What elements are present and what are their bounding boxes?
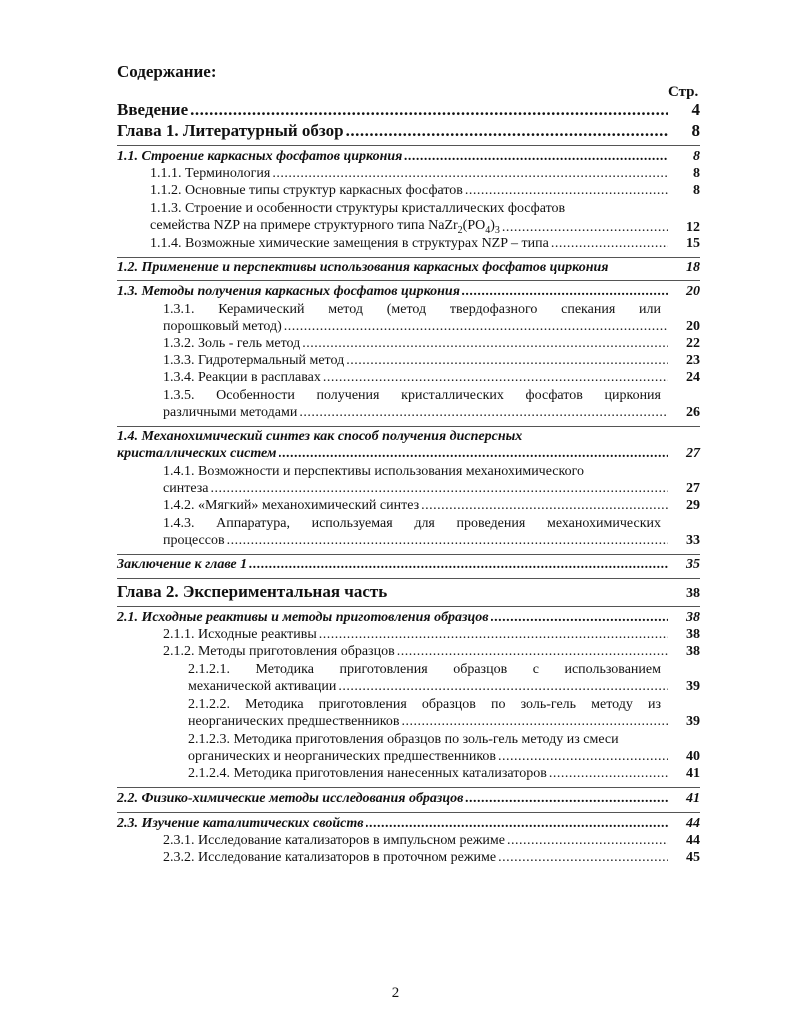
section-divider	[117, 578, 700, 579]
toc-entry-1-4-3	[163, 533, 700, 549]
toc-entry-label: 2.1.2.4. Методика приготовления нанесенных катализаторов	[188, 766, 547, 781]
toc-entry-label: 1.4.2. «Мягкий» механохимический синтез	[163, 498, 420, 513]
toc-entry-page: 15	[686, 236, 700, 251]
toc-entry-page: 44	[686, 816, 700, 831]
section-divider	[117, 257, 700, 258]
toc-entry-page: 23	[686, 353, 700, 368]
toc-entry-2-1-2-1	[188, 679, 700, 695]
toc-entry-1-4-3-line1: 1.4.3. Аппаратура, используемая для проведения механохимических	[163, 516, 661, 531]
section-divider	[117, 426, 700, 427]
toc-entry-2-3-2	[163, 850, 700, 866]
toc-entry-label: 2.1. Исходные реактивы и методы приготовления образцов	[117, 610, 489, 625]
toc-entry-label: семейства NZP на примере структурного типа $NaZr_2(PO_4)_3$	[150, 218, 500, 236]
toc-entry-1-3-1-line1: 1.3.1. Керамический метод (метод твердофазного спекания или	[163, 302, 661, 317]
toc-entry-page: 38	[686, 627, 700, 642]
toc-entry-1-3	[117, 284, 700, 300]
toc-entry-label: Заключение к главе 1	[117, 557, 248, 572]
toc-entry-page: 33	[686, 533, 700, 548]
toc-entry-label: 2.3.1. Исследование катализаторов в импульсном режиме	[163, 833, 505, 848]
page-number: 2	[391, 985, 400, 1001]
toc-entry-label: различными методами	[163, 405, 298, 420]
toc-entry-page: 20	[686, 319, 700, 334]
toc-entry-page: 35	[686, 557, 700, 572]
toc-entry-page: 39	[686, 714, 700, 729]
toc-entry-1-1-3-line1: 1.1.3. Строение и особенности структуры кристаллических фосфатов	[150, 201, 566, 216]
toc-entry-label: 1.1.1. Терминология	[150, 166, 271, 181]
toc-entry-1-3-3	[163, 353, 700, 369]
toc-entry-2-1-2-3	[188, 749, 700, 765]
toc-entry-label: кристаллических систем	[117, 446, 277, 461]
toc-entry-page: 39	[686, 679, 700, 694]
toc-entry-intro	[117, 100, 700, 120]
toc-entry-label: синтеза	[163, 481, 209, 496]
toc-entry-page: 8	[693, 166, 700, 181]
toc-entry-2-1-2	[163, 644, 700, 660]
toc-entry-page: 38	[686, 586, 700, 601]
toc-entry-label: 1.3.2. Золь - гель метод	[163, 336, 301, 351]
toc-entry-page: 38	[686, 610, 700, 625]
toc-entry-label: 2.3.2. Исследование катализаторов в проточном режиме	[163, 850, 497, 865]
toc-entry-2-3	[117, 816, 700, 832]
toc-entry-label: процессов	[163, 533, 225, 548]
toc-entry-1-4	[117, 446, 700, 462]
toc-entry-chapter-2	[117, 582, 700, 602]
toc-entry-label: 2.1.2. Методы приготовления образцов	[163, 644, 395, 659]
toc-entry-label: неорганических предшественников	[188, 714, 400, 729]
toc-entry-page: 41	[686, 766, 700, 781]
toc-entry-label: 1.1. Строение каркасных фосфатов циркония	[117, 149, 403, 164]
toc-entry-page: 22	[686, 336, 700, 351]
toc-entry-label: механической активации	[188, 679, 337, 694]
toc-entry-1-3-4	[163, 370, 700, 386]
toc-entry-1-2	[117, 260, 700, 276]
toc-entry-label: 1.3. Методы получения каркасных фосфатов циркония	[117, 284, 460, 299]
toc-entry-1-1-2	[150, 183, 700, 199]
section-divider	[117, 787, 700, 788]
section-divider	[117, 280, 700, 281]
toc-entry-label: 2.2. Физико-химические методы исследования образцов	[117, 791, 464, 806]
toc-entry-2-1-2-4	[188, 766, 700, 782]
toc-entry-1-1	[117, 149, 700, 165]
toc-entry-2-2	[117, 791, 700, 807]
toc-entry-page: 18	[686, 260, 700, 275]
toc-entry-page: 8	[693, 149, 700, 164]
toc-entry-label: 1.1.4. Возможные химические замещения в структурах NZP – типа	[150, 236, 549, 251]
toc-entry-1-3-2	[163, 336, 700, 352]
toc-entry-page: 41	[686, 791, 700, 806]
section-divider	[117, 145, 700, 146]
toc-entry-2-1-2-3-line1: 2.1.2.3. Методика приготовления образцов по золь-гель методу из смеси	[188, 732, 619, 747]
toc-entry-label: Введение	[117, 100, 189, 119]
toc-entry-page: 8	[691, 121, 700, 140]
toc-entry-2-1-2-1-line1: 2.1.2.1. Методика приготовления образцов с использованием	[188, 662, 661, 677]
toc-entry-page: 12	[686, 219, 700, 235]
toc-entry-label: Глава 2. Экспериментальная часть	[117, 582, 388, 601]
toc-entry-page: 40	[686, 749, 700, 764]
toc-entry-1-4-2	[163, 498, 700, 514]
toc-entry-page: 4	[691, 100, 700, 119]
toc-entry-page: 38	[686, 644, 700, 659]
toc-heading: Содержание:	[117, 62, 217, 81]
section-divider	[117, 606, 700, 607]
toc-entry-page: 29	[686, 498, 700, 513]
toc-entry-1-4-1-line1: 1.4.1. Возможности и перспективы использования механохимического	[163, 464, 584, 479]
toc-entry-conclusion-1	[117, 557, 700, 573]
toc-entry-2-1-2-2	[188, 714, 700, 730]
toc-entry-page: 26	[686, 405, 700, 420]
toc-entry-1-1-1	[150, 166, 700, 182]
toc-entry-label: органических и неорганических предшественников	[188, 749, 497, 764]
toc-entry-page: 8	[693, 183, 700, 198]
section-divider	[117, 554, 700, 555]
toc-entry-1-3-5-line1: 1.3.5. Особенности получения кристаллических фосфатов циркония	[163, 388, 661, 403]
toc-entry-page: 24	[686, 370, 700, 385]
toc-entry-label: порошковый метод)	[163, 319, 282, 334]
toc-entry-1-1-4	[150, 236, 700, 252]
toc-entry-page: 20	[686, 284, 700, 299]
toc-entry-label: 1.2. Применение и перспективы использования каркасных фосфатов циркония	[117, 260, 609, 275]
toc-entry-2-1-1	[163, 627, 700, 643]
toc-entry-2-3-1	[163, 833, 700, 849]
toc-entry-page: 27	[686, 446, 700, 461]
page-column-label: Стр.	[668, 84, 699, 100]
toc-entry-2-1	[117, 610, 700, 626]
toc-entry-label: 1.1.2. Основные типы структур каркасных фосфатов	[150, 183, 463, 198]
toc-entry-1-4-line1: 1.4. Механохимический синтез как способ получения дисперсных	[117, 429, 523, 444]
toc-entry-1-3-5	[163, 405, 700, 421]
toc-entry-1-1-3	[150, 218, 700, 236]
toc-entry-1-3-1	[163, 319, 700, 335]
toc-entry-label: 2.1.1. Исходные реактивы	[163, 627, 317, 642]
toc-entry-page: 44	[686, 833, 700, 848]
toc-entry-2-1-2-2-line1: 2.1.2.2. Методика приготовления образцов по золь-гель методу из	[188, 697, 661, 712]
toc-entry-label: Глава 1. Литературный обзор	[117, 121, 344, 140]
toc-entry-label: 1.3.4. Реакции в расплавах	[163, 370, 321, 385]
toc-entry-1-4-1	[163, 481, 700, 497]
toc-entry-label: 1.3.3. Гидротермальный метод	[163, 353, 345, 368]
toc-entry-page: 27	[686, 481, 700, 496]
toc-entry-page: 45	[686, 850, 700, 865]
section-divider	[117, 812, 700, 813]
toc-entry-chapter-1	[117, 121, 700, 141]
toc-entry-label: 2.3. Изучение каталитических свойств	[117, 816, 364, 831]
